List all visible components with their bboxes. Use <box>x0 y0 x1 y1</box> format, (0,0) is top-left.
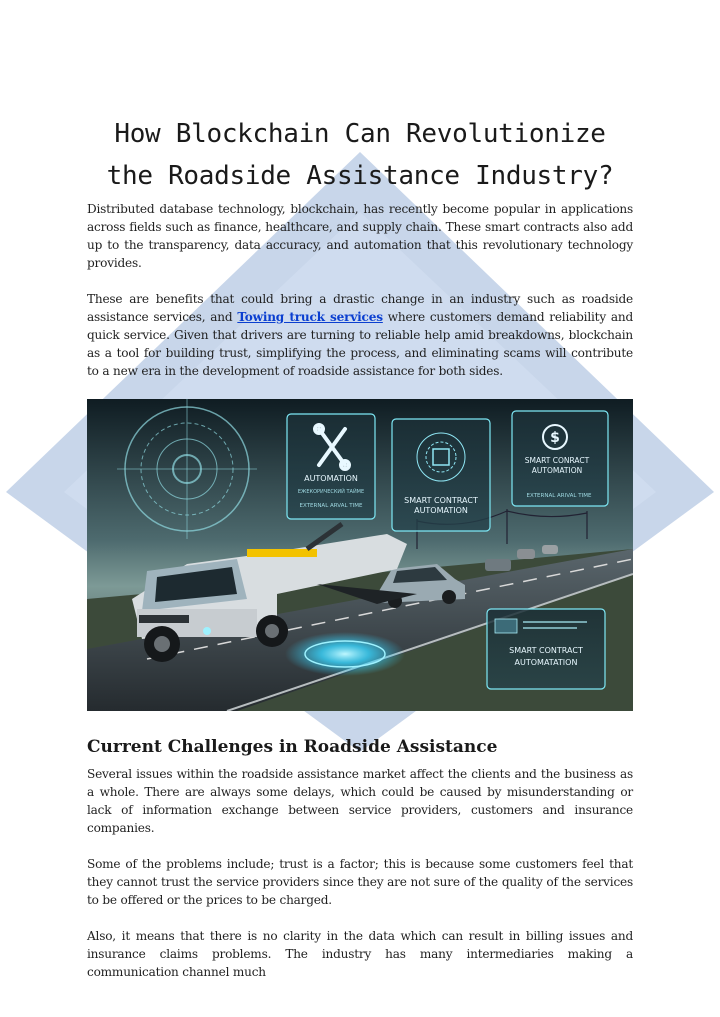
panel-smart-contract-lower <box>487 609 605 689</box>
panel-center-title-2: AUTOMATION <box>414 506 468 515</box>
holo-glow-ground <box>285 632 405 676</box>
benefits-text-before: These are benefits that could bring a drastic change in an industry such as roadside assistance services, and <box>87 292 633 324</box>
panel-automation-sub2: EXTERNAL ARVAL TIME <box>299 503 363 509</box>
challenges-paragraph-2: Some of the problems include; trust is a factor; this is because some customers feel that they cannot trust the service providers since they are not sure of the quality of the services to be offered or the prices to be charged. <box>87 857 633 907</box>
panel-center-title-1: SMART CONTRACT <box>404 496 478 505</box>
panel-automation-title: AUTOMATION <box>304 474 358 483</box>
page-title <box>87 113 633 197</box>
panel-lower-title-1: SMART CONTRACT <box>509 646 583 655</box>
hero-illustration <box>87 399 633 711</box>
panel-smart-contract-right <box>512 411 608 506</box>
section-heading: Current Challenges in Roadside Assistance <box>87 737 498 757</box>
benefits-paragraph <box>87 290 633 380</box>
svg-text:$: $ <box>550 430 560 446</box>
challenges-paragraph-1: Several issues within the roadside assistance market affect the clients and the business as a whole. There are always some delays, which could be caused by misunderstanding or lack of information exchange between service providers, customers and insurance companies. <box>87 767 633 835</box>
panel-automation <box>287 414 375 519</box>
challenges-paragraph-3: Also, it means that there is no clarity in the data which can result in billing issues and insurance claims problems. The industry has many intermediaries making a communication channel much <box>87 929 633 979</box>
intro-paragraph: Distributed database technology, blockchain, has recently become popular in applications across fields such as finance, healthcare, and supply chain. These smart contracts also add up to the transparency, data accuracy, and automation that this revolutionary technology provides. <box>87 202 633 270</box>
title-line-1: How Blockchain Can Revolutionize <box>114 119 606 149</box>
title-line-2: the Roadside Assistance Industry? <box>106 161 614 191</box>
panel-smart-contract-center <box>392 419 490 531</box>
panel-right-title-1: SMART CONRACT <box>524 456 590 465</box>
benefits-text-after: where customers demand reliability and quick service. Given that drivers are turning to reliable help amid breakdowns, blockchain as a tool for building trust, simplifying the process, and eliminating scams will contribute to a new era in the development of roadside assistance for both sides. <box>87 310 633 378</box>
panel-right-sub: EXTERNAL ARIVAL TIME <box>526 493 592 499</box>
panel-automation-sub: ЕЖЕКОРИЧЕСКИЙ ТАЙМЕ <box>297 489 365 495</box>
panel-lower-title-2: AUTOMATATION <box>514 658 578 667</box>
document-page <box>87 113 633 981</box>
panel-right-title-2: AUTOMATION <box>531 466 583 475</box>
towing-services-link[interactable]: Towing truck services <box>237 310 383 324</box>
